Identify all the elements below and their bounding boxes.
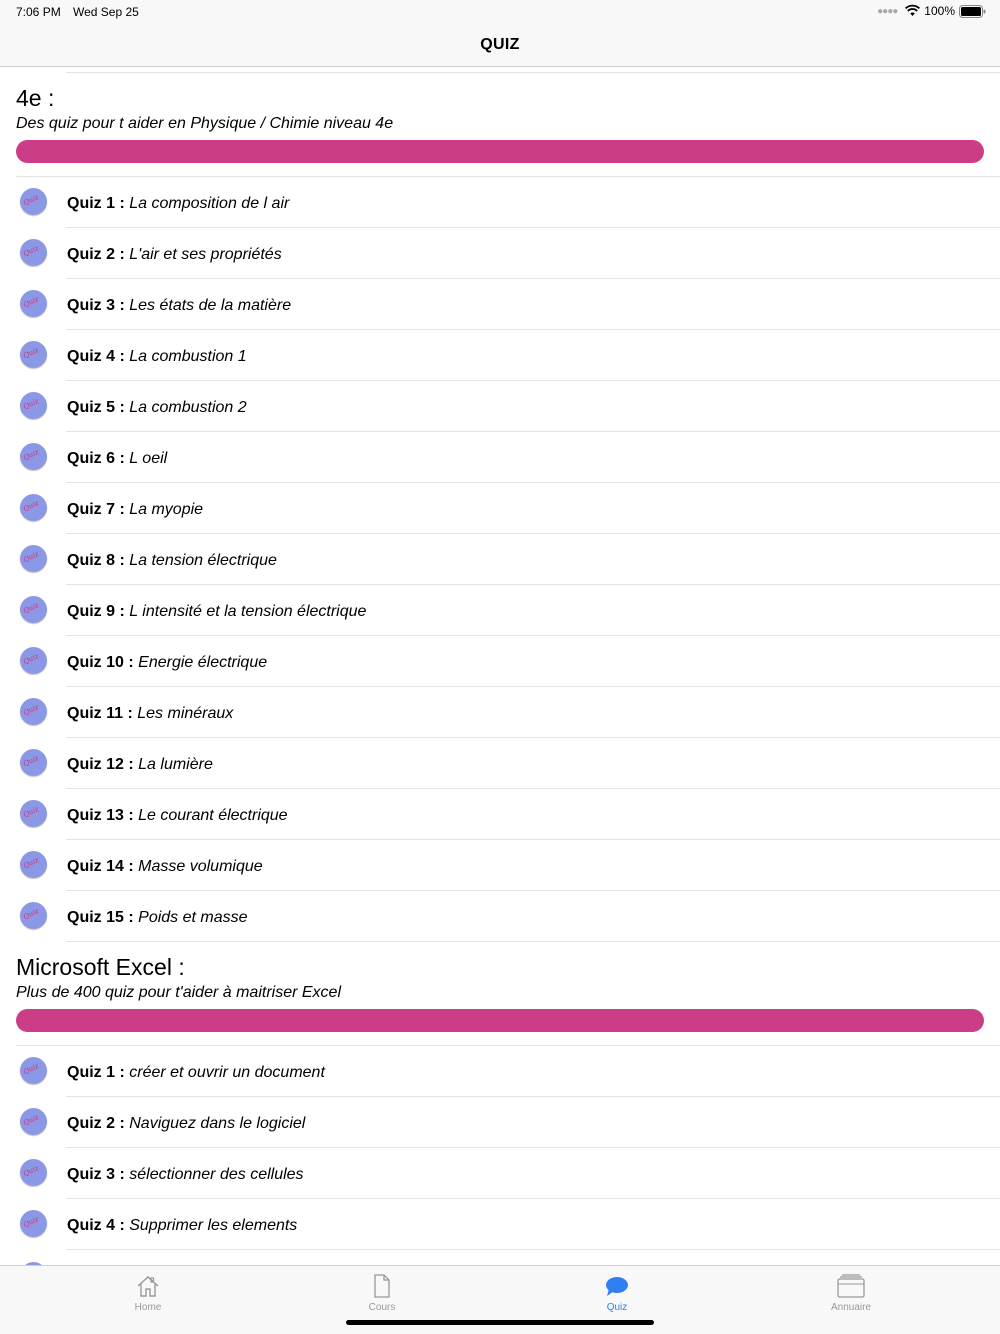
quiz-name: Poids et masse bbox=[138, 909, 248, 926]
list-item[interactable] bbox=[0, 1147, 1000, 1198]
quiz-badge-icon: Quiz bbox=[20, 749, 47, 776]
quiz-name: sélectionner des cellules bbox=[129, 1166, 304, 1183]
section-accent-bar bbox=[16, 1009, 984, 1032]
list-item[interactable] bbox=[0, 1198, 1000, 1249]
quiz-badge-icon: Quiz bbox=[20, 290, 47, 317]
list-item[interactable] bbox=[0, 635, 1000, 686]
quiz-number: Quiz 4 : bbox=[67, 348, 125, 365]
quiz-name: Les minéraux bbox=[137, 705, 234, 722]
tab-home[interactable] bbox=[88, 1272, 208, 1313]
quiz-badge-icon: Quiz bbox=[20, 647, 47, 674]
quiz-badge-icon: Quiz bbox=[20, 800, 47, 827]
tab-quiz-label: Quiz bbox=[606, 1302, 628, 1313]
quiz-name: Supprimer les elements bbox=[129, 1217, 298, 1234]
quiz-label bbox=[67, 501, 203, 519]
quiz-name: Naviguez dans le logiciel bbox=[129, 1115, 306, 1132]
navigation-bar bbox=[0, 24, 1000, 67]
separator bbox=[66, 533, 1000, 534]
separator bbox=[66, 839, 1000, 840]
quiz-number: Quiz 8 : bbox=[67, 552, 125, 569]
separator bbox=[66, 278, 1000, 279]
quiz-badge-icon: Quiz bbox=[20, 851, 47, 878]
home-indicator[interactable] bbox=[346, 1320, 654, 1325]
list-item[interactable] bbox=[0, 329, 1000, 380]
separator bbox=[66, 227, 1000, 228]
list-item[interactable] bbox=[0, 278, 1000, 329]
wifi-icon bbox=[905, 5, 920, 17]
status-indicators bbox=[877, 4, 986, 18]
quiz-name: Les états de la matière bbox=[129, 297, 292, 314]
section-title: Microsoft Excel : bbox=[16, 954, 185, 980]
list-item[interactable] bbox=[0, 431, 1000, 482]
quiz-name: La lumière bbox=[138, 756, 213, 773]
quiz-badge-icon: Quiz bbox=[20, 494, 47, 521]
status-bar bbox=[0, 0, 1000, 24]
list-item[interactable] bbox=[0, 788, 1000, 839]
separator bbox=[66, 737, 1000, 738]
quiz-name: La combustion 1 bbox=[129, 348, 247, 365]
separator bbox=[66, 890, 1000, 891]
quiz-name: La myopie bbox=[129, 501, 204, 518]
separator bbox=[0, 941, 1000, 942]
quiz-badge-icon: Quiz bbox=[20, 902, 47, 929]
quiz-number: Quiz 1 : bbox=[67, 1064, 125, 1081]
chat-bubble-icon bbox=[605, 1276, 629, 1298]
separator bbox=[66, 1096, 1000, 1097]
quiz-label bbox=[67, 348, 247, 366]
separator bbox=[66, 635, 1000, 636]
quiz-label bbox=[67, 705, 233, 723]
separator bbox=[66, 431, 1000, 432]
tab-quiz[interactable] bbox=[557, 1272, 677, 1313]
list-item[interactable] bbox=[0, 227, 1000, 278]
status-time: 7:06 PM bbox=[16, 5, 61, 19]
quiz-label bbox=[67, 1064, 325, 1082]
quiz-label bbox=[67, 756, 213, 774]
quiz-number: Quiz 14 : bbox=[67, 858, 134, 875]
quiz-badge-icon: Quiz bbox=[20, 1159, 47, 1186]
separator bbox=[66, 686, 1000, 687]
directory-icon bbox=[837, 1274, 865, 1298]
list-item[interactable] bbox=[0, 1045, 1000, 1096]
quiz-label bbox=[67, 807, 288, 825]
separator bbox=[66, 482, 1000, 483]
quiz-label bbox=[67, 1166, 304, 1184]
quiz-badge-icon: Quiz bbox=[20, 1057, 47, 1084]
home-icon bbox=[136, 1274, 160, 1298]
quiz-badge-icon: Quiz bbox=[20, 1210, 47, 1237]
quiz-number: Quiz 11 : bbox=[67, 705, 133, 722]
quiz-name: Masse volumique bbox=[138, 858, 263, 875]
separator bbox=[66, 1198, 1000, 1199]
quiz-number: Quiz 7 : bbox=[67, 501, 125, 518]
quiz-number: Quiz 2 : bbox=[67, 1115, 125, 1132]
section-accent-bar bbox=[16, 140, 984, 163]
quiz-label bbox=[67, 909, 248, 927]
quiz-list[interactable] bbox=[0, 67, 1000, 1265]
quiz-label bbox=[67, 297, 291, 315]
quiz-number: Quiz 4 : bbox=[67, 1217, 125, 1234]
quiz-number: Quiz 13 : bbox=[67, 807, 134, 824]
separator bbox=[66, 380, 1000, 381]
quiz-label bbox=[67, 399, 247, 417]
separator bbox=[66, 584, 1000, 585]
page-title: QUIZ bbox=[480, 36, 520, 53]
tab-cours[interactable] bbox=[322, 1272, 442, 1313]
quiz-number: Quiz 15 : bbox=[67, 909, 134, 926]
section-header bbox=[16, 84, 984, 163]
section-header bbox=[16, 953, 984, 1032]
list-item[interactable] bbox=[0, 737, 1000, 788]
quiz-badge-icon: Quiz bbox=[20, 698, 47, 725]
separator bbox=[66, 788, 1000, 789]
section-subtitle: Plus de 400 quiz pour t'aider à maitriser Excel bbox=[16, 984, 341, 1001]
quiz-name: L'air et ses propriétés bbox=[129, 246, 282, 263]
status-date: Wed Sep 25 bbox=[73, 5, 139, 19]
quiz-number: Quiz 9 : bbox=[67, 603, 125, 620]
list-item[interactable] bbox=[0, 1096, 1000, 1147]
quiz-badge-icon: Quiz bbox=[20, 596, 47, 623]
quiz-number: Quiz 10 : bbox=[67, 654, 134, 671]
list-item[interactable] bbox=[0, 890, 1000, 941]
quiz-badge-icon: Quiz bbox=[20, 188, 47, 215]
quiz-label bbox=[67, 858, 263, 876]
list-item[interactable] bbox=[0, 686, 1000, 737]
section-title: 4e : bbox=[16, 85, 55, 111]
quiz-name: Energie électrique bbox=[138, 654, 268, 671]
list-item[interactable] bbox=[0, 482, 1000, 533]
battery-percent: 100% bbox=[924, 4, 955, 18]
list-item[interactable] bbox=[0, 839, 1000, 890]
quiz-label bbox=[67, 246, 282, 264]
quiz-label bbox=[67, 1115, 305, 1133]
document-icon bbox=[372, 1274, 392, 1298]
quiz-badge-icon: Quiz bbox=[20, 1108, 47, 1135]
separator bbox=[66, 941, 1000, 942]
quiz-number: Quiz 5 : bbox=[67, 399, 125, 416]
quiz-label bbox=[67, 450, 167, 468]
quiz-name: La combustion 2 bbox=[129, 399, 247, 416]
quiz-label bbox=[67, 1217, 297, 1235]
separator bbox=[66, 1147, 1000, 1148]
quiz-badge-icon: Quiz bbox=[20, 341, 47, 368]
list-item[interactable] bbox=[0, 380, 1000, 431]
quiz-name: Le courant électrique bbox=[138, 807, 288, 824]
separator bbox=[66, 329, 1000, 330]
quiz-name: L intensité et la tension électrique bbox=[129, 603, 367, 620]
tab-annuaire[interactable] bbox=[791, 1272, 911, 1313]
quiz-number: Quiz 1 : bbox=[67, 195, 125, 212]
quiz-name: L oeil bbox=[129, 450, 168, 467]
list-item[interactable] bbox=[0, 584, 1000, 635]
list-item[interactable] bbox=[0, 533, 1000, 584]
quiz-label bbox=[67, 195, 289, 213]
quiz-badge-icon: Quiz bbox=[20, 239, 47, 266]
quiz-number: Quiz 3 : bbox=[67, 297, 125, 314]
quiz-name: créer et ouvrir un document bbox=[129, 1064, 325, 1081]
tab-annuaire-label: Annuaire bbox=[830, 1302, 872, 1313]
quiz-name: La tension électrique bbox=[129, 552, 277, 569]
tab-home-label: Home bbox=[134, 1302, 162, 1313]
quiz-badge-icon: Quiz bbox=[20, 443, 47, 470]
quiz-number: Quiz 3 : bbox=[67, 1166, 125, 1183]
tab-cours-label: Cours bbox=[368, 1302, 396, 1313]
quiz-number: Quiz 2 : bbox=[67, 246, 125, 263]
quiz-name: La composition de l air bbox=[129, 195, 290, 212]
signal-icon: ●●●● bbox=[877, 5, 898, 17]
quiz-label bbox=[67, 552, 277, 570]
separator bbox=[66, 72, 1000, 73]
quiz-label bbox=[67, 603, 366, 621]
separator bbox=[16, 176, 1000, 177]
battery-icon bbox=[959, 5, 986, 18]
list-item[interactable] bbox=[0, 176, 1000, 227]
quiz-badge-icon: Quiz bbox=[20, 545, 47, 572]
quiz-number: Quiz 12 : bbox=[67, 756, 134, 773]
separator bbox=[16, 1045, 1000, 1046]
quiz-label bbox=[67, 654, 267, 672]
section-subtitle: Des quiz pour t aider en Physique / Chimie niveau 4e bbox=[16, 115, 394, 132]
quiz-badge-icon: Quiz bbox=[20, 392, 47, 419]
quiz-number: Quiz 6 : bbox=[67, 450, 125, 467]
